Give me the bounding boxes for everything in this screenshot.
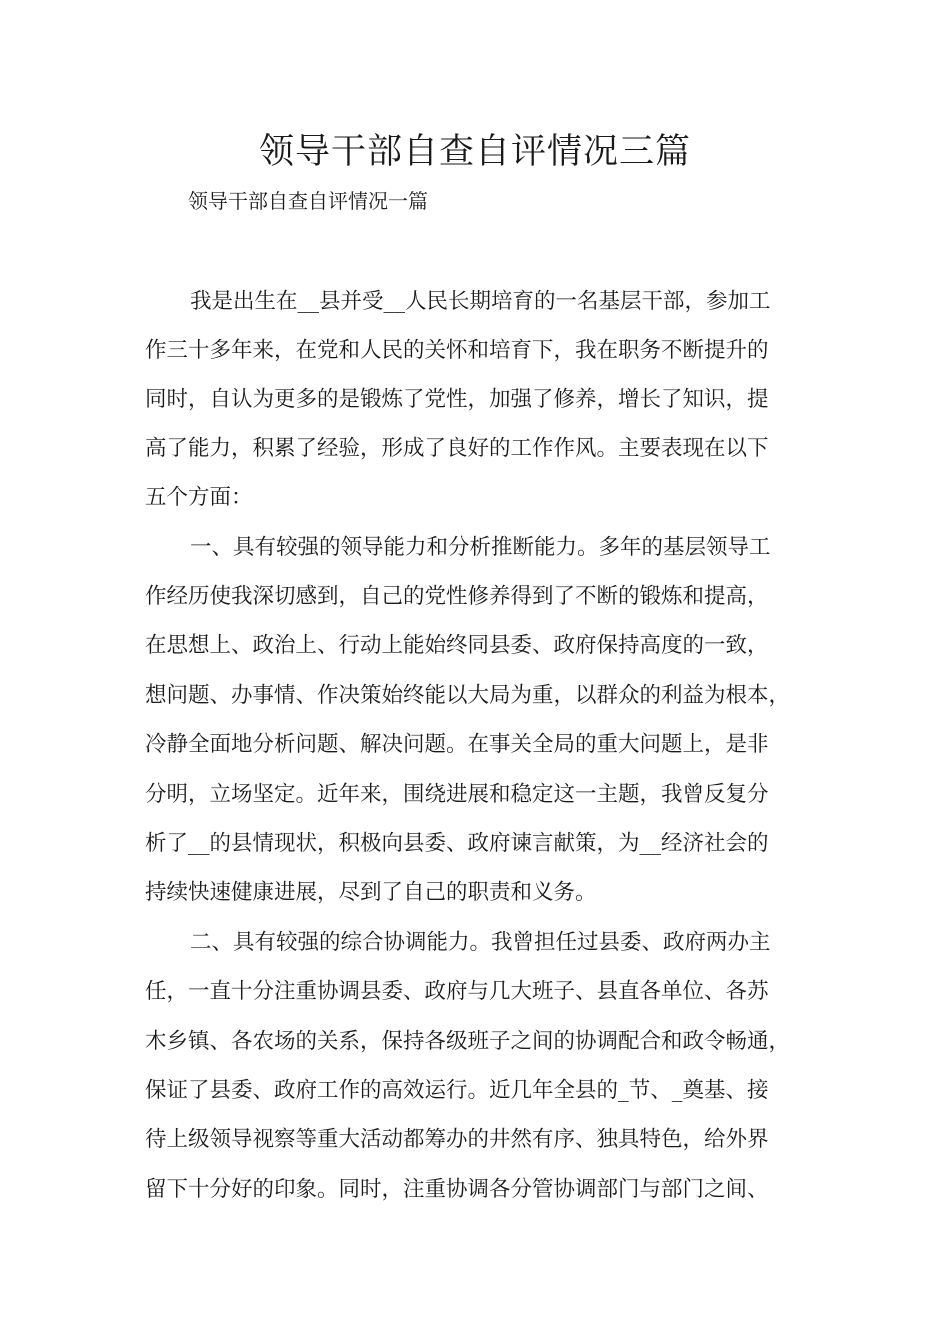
text-line: 五个方面： xyxy=(145,485,253,510)
text-line: 作经历使我深切感到，自己的党性修养得到了不断的锻炼和提高， xyxy=(145,584,769,609)
text-line: 持续快速健康进展，尽到了自己的职责和义务。 xyxy=(145,880,597,905)
text-line: 任，一直十分注重协调县委、政府与几大班子、县直各单位、各苏 xyxy=(145,979,769,1004)
text-line: 作三十多年来，在党和人民的关怀和培育下，我在职务不断提升的 xyxy=(145,338,769,363)
text-line: 木乡镇、各农场的关系，保持各级班子之间的协调配合和政令畅通， xyxy=(145,1029,791,1054)
text-line: 待上级领导视察等重大活动都筹办的井然有序、独具特色，给外界 xyxy=(145,1127,769,1152)
text-line: 冷静全面地分析问题、解决问题。在事关全局的重大问题上，是非 xyxy=(145,732,769,757)
document-subtitle: 领导干部自查自评情况一篇 xyxy=(188,189,428,213)
text-line: 在思想上、政治上、行动上能始终同县委、政府保持高度的一致， xyxy=(145,633,769,658)
text-line: 二、具有较强的综合协调能力。我曾担任过县委、政府两办主 xyxy=(190,930,771,955)
document-title: 领导干部自查自评情况三篇 xyxy=(258,132,691,172)
text-line: 高了能力，积累了经验，形成了良好的工作作风。主要表现在以下 xyxy=(145,436,769,461)
text-line: 分明，立场坚定。近年来，围绕进展和稳定这一主题，我曾反复分 xyxy=(145,782,769,807)
text-line: 保证了县委、政府工作的高效运行。近几年全县的_节、_奠基、接 xyxy=(145,1078,769,1103)
text-line: 我是出生在__县并受__人民长期培育的一名基层干部，参加工 xyxy=(190,289,771,314)
text-line: 想问题、办事情、作决策始终能以大局为重，以群众的利益为根本， xyxy=(145,683,791,708)
text-line: 析了__的县情现状，积极向县委、政府谏言献策，为__经济社会的 xyxy=(145,831,769,856)
text-line: 一、具有较强的领导能力和分析推断能力。多年的基层领导工 xyxy=(190,535,771,560)
text-line: 同时，自认为更多的是锻炼了党性，加强了修养，增长了知识，提 xyxy=(145,387,769,412)
text-line: 留下十分好的印象。同时，注重协调各分管协调部门与部门之间、 xyxy=(145,1177,769,1202)
